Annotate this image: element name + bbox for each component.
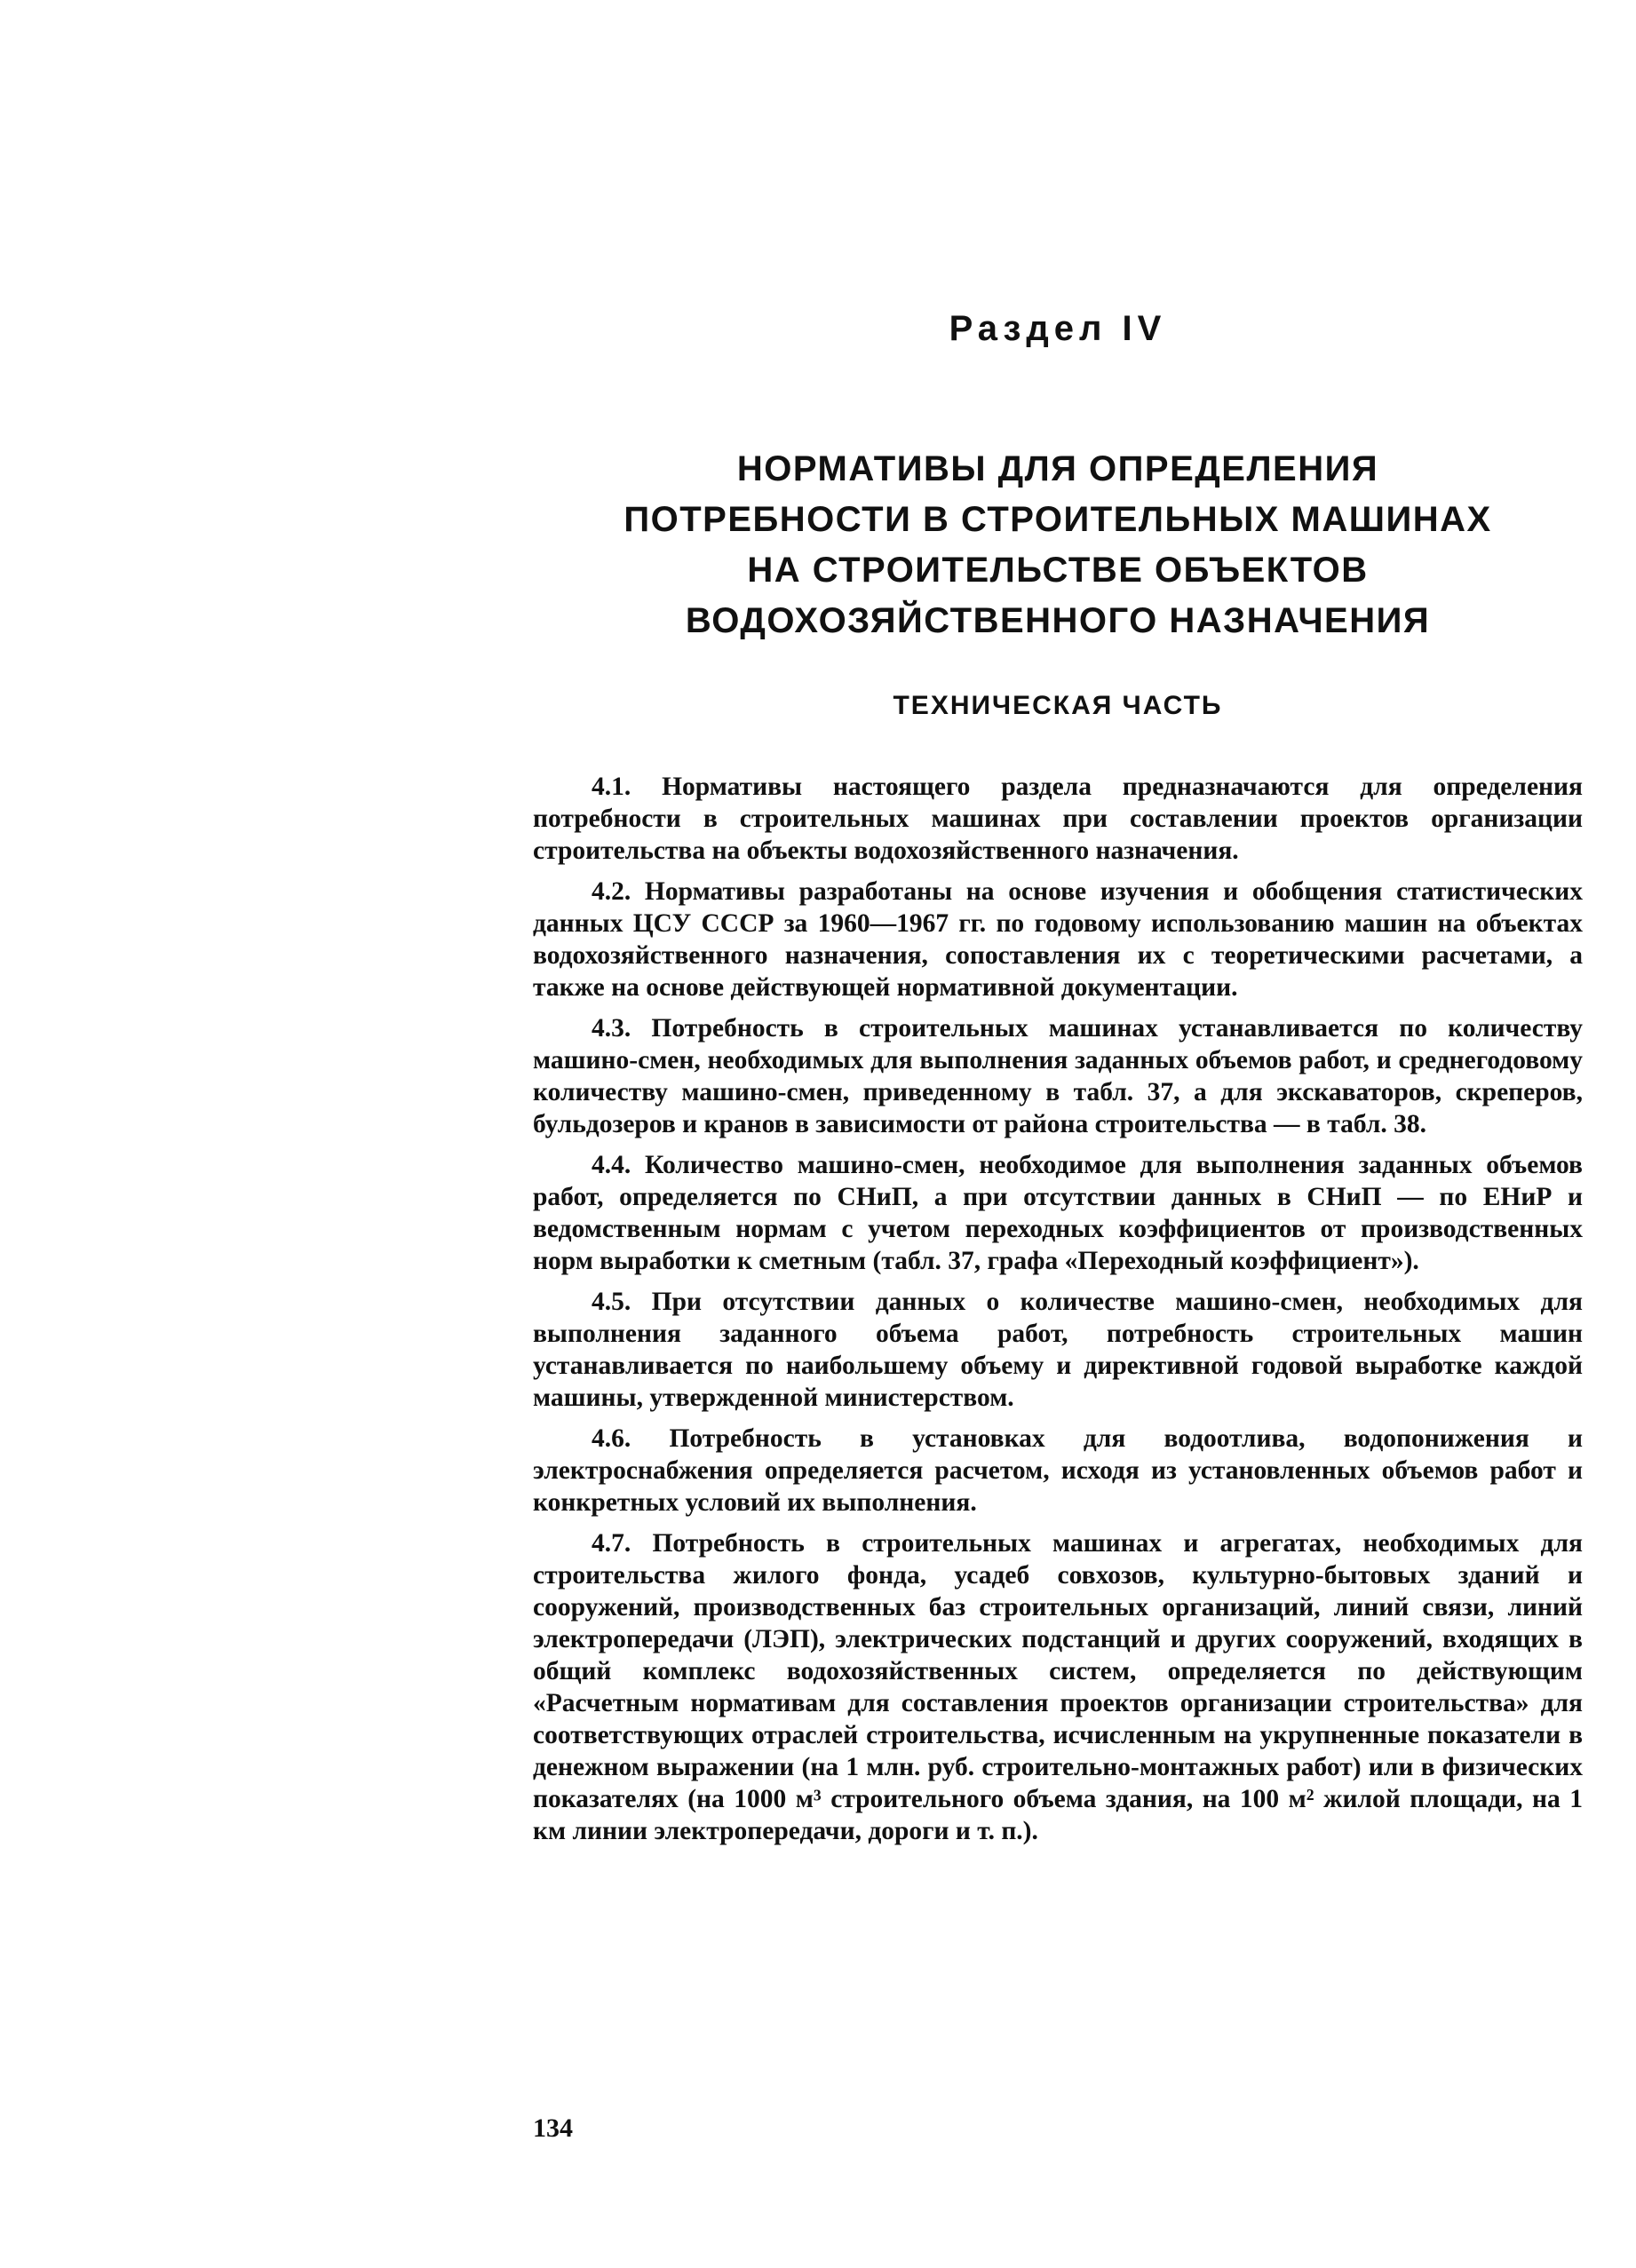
paragraph-4-7: 4.7. Потребность в строительных машинах и агрегатах, необходимых для строительства жилого фонда, усадеб совхозов, культурно-бытовых зданий и сооружений, производственных баз строительных организаций, линий связи, линий электропередачи (ЛЭП), электрических подстанций и других сооружений, входящих в общий комплекс водохозяйственных систем, определяется по действующим «Расчетным нормативам для составления проектов организации строительства» для соответствующих отраслей строительства, исчисленным на укрупненные показатели в денежном выражении (на 1 млн. руб. строительно-монтажных работ) или в физических показателях (на 1000 м³ строительного объема здания, на 100 м² жилой площади, на 1 км линии электропередачи, дороги и т. п.).: [533, 1529, 1583, 1845]
paragraph-4-1: 4.1. Нормативы настоящего раздела предназначаются для определения потребности в строительных машинах при составлении проектов организации строительства на объекты водохозяйственного назначения.: [533, 773, 1583, 865]
section-title-line: НОРМАТИВЫ ДЛЯ ОПРЕДЕЛЕНИЯ: [736, 449, 1379, 488]
paragraph-4-2: 4.2. Нормативы разработаны на основе изучения и обобщения статистических данных ЦСУ СССР за 1960—1967 гг. по годовому использованию машин на объектах водохозяйственного назначения, сопоставления их с теоретическими расчетами, а также на основе действующей нормативной документации.: [533, 877, 1583, 1002]
paragraph-4-3: 4.3. Потребность в строительных машинах устанавливается по количеству машино-смен, необходимых для выполнения заданных объемов работ, и среднегодовому количеству машино-смен, приведенному в табл. 37, а для экскаваторов, скреперов, бульдозеров и кранов в зависимости от района строительства — в табл. 38.: [533, 1014, 1583, 1138]
paragraph-4-6: 4.6. Потребность в установках для водоотлива, водопонижения и электроснабжения определяется расчетом, исходя из установленных объемов работ и конкретных условий их выполнения.: [533, 1424, 1583, 1517]
paragraph-4-5: 4.5. При отсутствии данных о количестве машино-смен, необходимых для выполнения заданного объема работ, потребность строительных машин устанавливается по наибольшему объему и директивной годовой выработке каждой машины, утвержденной министерством.: [533, 1288, 1583, 1412]
document-page: [533, 0, 1583, 2268]
paragraph-4-4: 4.4. Количество машино-смен, необходимое для выполнения заданных объемов работ, определяется по СНиП, а при отсутствии данных в СНиП — по ЕНиР и ведомственным нормам с учетом переходных коэффициентов от производственных норм выработки к сметным (табл. 37, графа «Переходный коэффициент»).: [533, 1151, 1583, 1275]
subsection-heading: ТЕХНИЧЕСКАЯ ЧАСТЬ: [893, 691, 1223, 720]
section-title: [533, 444, 1583, 646]
body-text: [533, 771, 1583, 1856]
section-title-line: ВОДОХОЗЯЙСТВЕННОГО НАЗНАЧЕНИЯ: [685, 601, 1431, 640]
section-label: Раздел IV: [949, 309, 1167, 348]
page-number: 134: [533, 2113, 573, 2143]
section-title-line: ПОТРЕБНОСТИ В СТРОИТЕЛЬНЫХ МАШИНАХ: [623, 500, 1492, 539]
section-title-line: НА СТРОИТЕЛЬСТВЕ ОБЪЕКТОВ: [747, 551, 1369, 590]
